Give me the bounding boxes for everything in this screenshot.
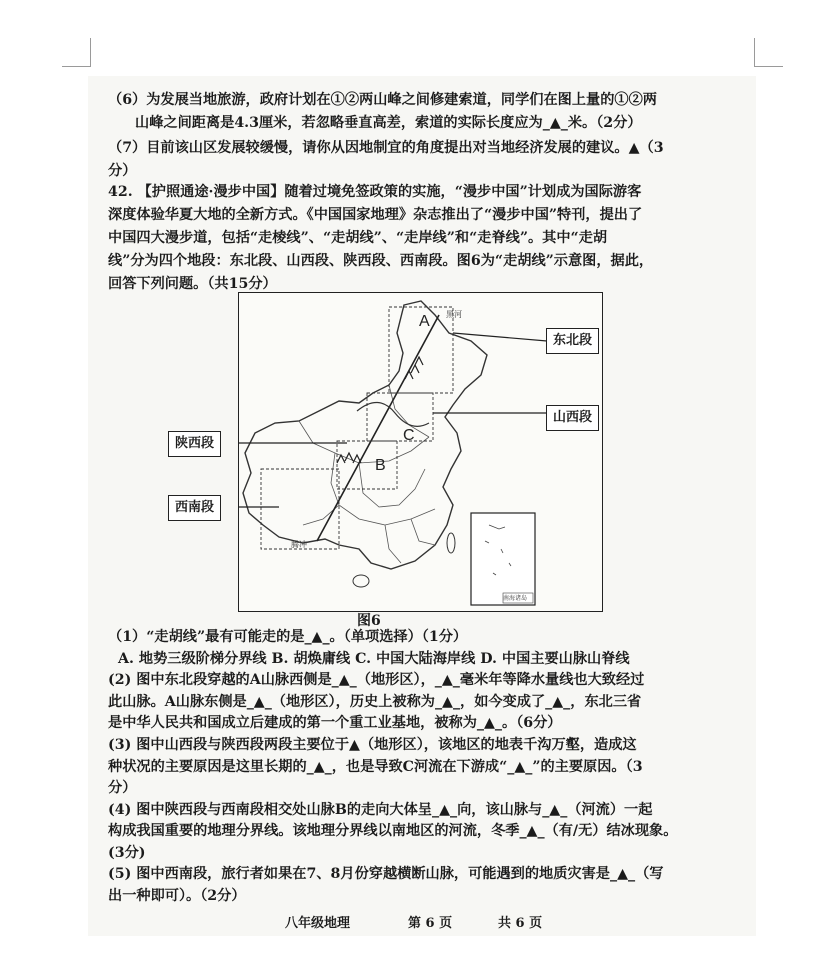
- text-line: 分）: [108, 163, 137, 179]
- question-line: 出一种即可）。（2分）: [108, 888, 246, 904]
- map-label-nanhai: 南海诸岛: [503, 595, 528, 602]
- map-label-heihe: 黑河: [446, 310, 462, 319]
- text-line: （6）为发展当地旅游，政府计划在①②两山峰之间修建索道，同学们在图上量的①②两: [108, 92, 657, 108]
- question-line: 种状况的主要原因是这里长期的_▲_，也是导致C河流在下游成“_▲_”的主要原因。（3: [108, 759, 643, 775]
- text-line: 42. 【护照通途·漫步中国】随着过境免签政策的实施，“漫步中国”计划成为国际游客: [108, 184, 642, 200]
- question-line: 分）: [108, 780, 137, 796]
- text-line: 中国四大漫步道，包括“走棱线”、“走胡线”、“走岸线”和“走脊线”。其中“走胡: [108, 230, 608, 246]
- question-line: (3) 图中山西段与陕西段两段主要位于▲（地形区），该地区的地表千沟万壑，造成这: [108, 737, 637, 753]
- footer-total: 共 6 页: [498, 916, 543, 931]
- callout-shaanxi: 陕西段: [168, 431, 221, 457]
- question-line: 是中华人民共和国成立后建成的第一个重工业基地，被称为_▲_。（6分）: [108, 715, 562, 731]
- crop-mark-top-left: [62, 38, 91, 67]
- question-line: (4) 图中陕西段与西南段相交处山脉B的走向大体呈_▲_向，该山脉与_▲_（河流）一起: [108, 802, 653, 818]
- question-line: (5) 图中西南段，旅行者如果在7、8月份穿越横断山脉，可能遇到的地质灾害是_▲_（写: [108, 866, 664, 882]
- footer-subject: 八年级地理: [285, 916, 351, 931]
- question-line: 构成我国重要的地理分界线。该地理分界线以南地区的河流，冬季_▲_（有/无）结冰现象。: [108, 823, 678, 839]
- question-line: (3分): [108, 845, 146, 861]
- footer-page: 第 6 页: [408, 916, 453, 931]
- crop-mark-top-right: [754, 38, 783, 67]
- figure-caption: 图6: [357, 613, 381, 629]
- callout-southwest: 西南段: [168, 495, 221, 521]
- text-line: 线”分为四个地段：东北段、山西段、陕西段、西南段。图6为“走胡线”示意图，据此，: [108, 253, 654, 269]
- map-label-a: A: [419, 313, 430, 330]
- text-line: 山峰之间距离是4.3厘米，若忽略垂直高差，索道的实际长度应为_▲_米。（2分）: [135, 115, 642, 131]
- map-label-b: B: [375, 457, 386, 474]
- callout-northeast: 东北段: [546, 328, 599, 354]
- question-options: A. 地势三级阶梯分界线 B. 胡焕庸线 C. 中国大陆海岸线 D. 中国主要山脉山脊线: [118, 651, 630, 667]
- map-label-c: C: [403, 427, 415, 444]
- map-label-tengchong: 腾冲: [291, 540, 307, 549]
- question-line: 此山脉。A山脉东侧是_▲_（地形区），历史上被称为_▲_，如今变成了_▲_，东北三省: [108, 694, 642, 710]
- text-line: 回答下列问题。（共15分）: [108, 276, 277, 292]
- question-line: （1）“走胡线”最有可能走的是_▲_。（单项选择）（1分）: [108, 629, 468, 645]
- callout-shanxi: 山西段: [546, 405, 599, 431]
- question-line: (2) 图中东北段穿越的A山脉西侧是_▲_（地形区），_▲_毫米年等降水量线也大致经过: [108, 672, 645, 688]
- text-line: （7）目前该山区发展较缓慢，请你从因地制宜的角度提出对当地经济发展的建议。▲（3: [108, 140, 664, 156]
- text-line: 深度体验华夏大地的全新方式。《中国国家地理》杂志推出了“漫步中国”特刊，提出了: [108, 207, 643, 223]
